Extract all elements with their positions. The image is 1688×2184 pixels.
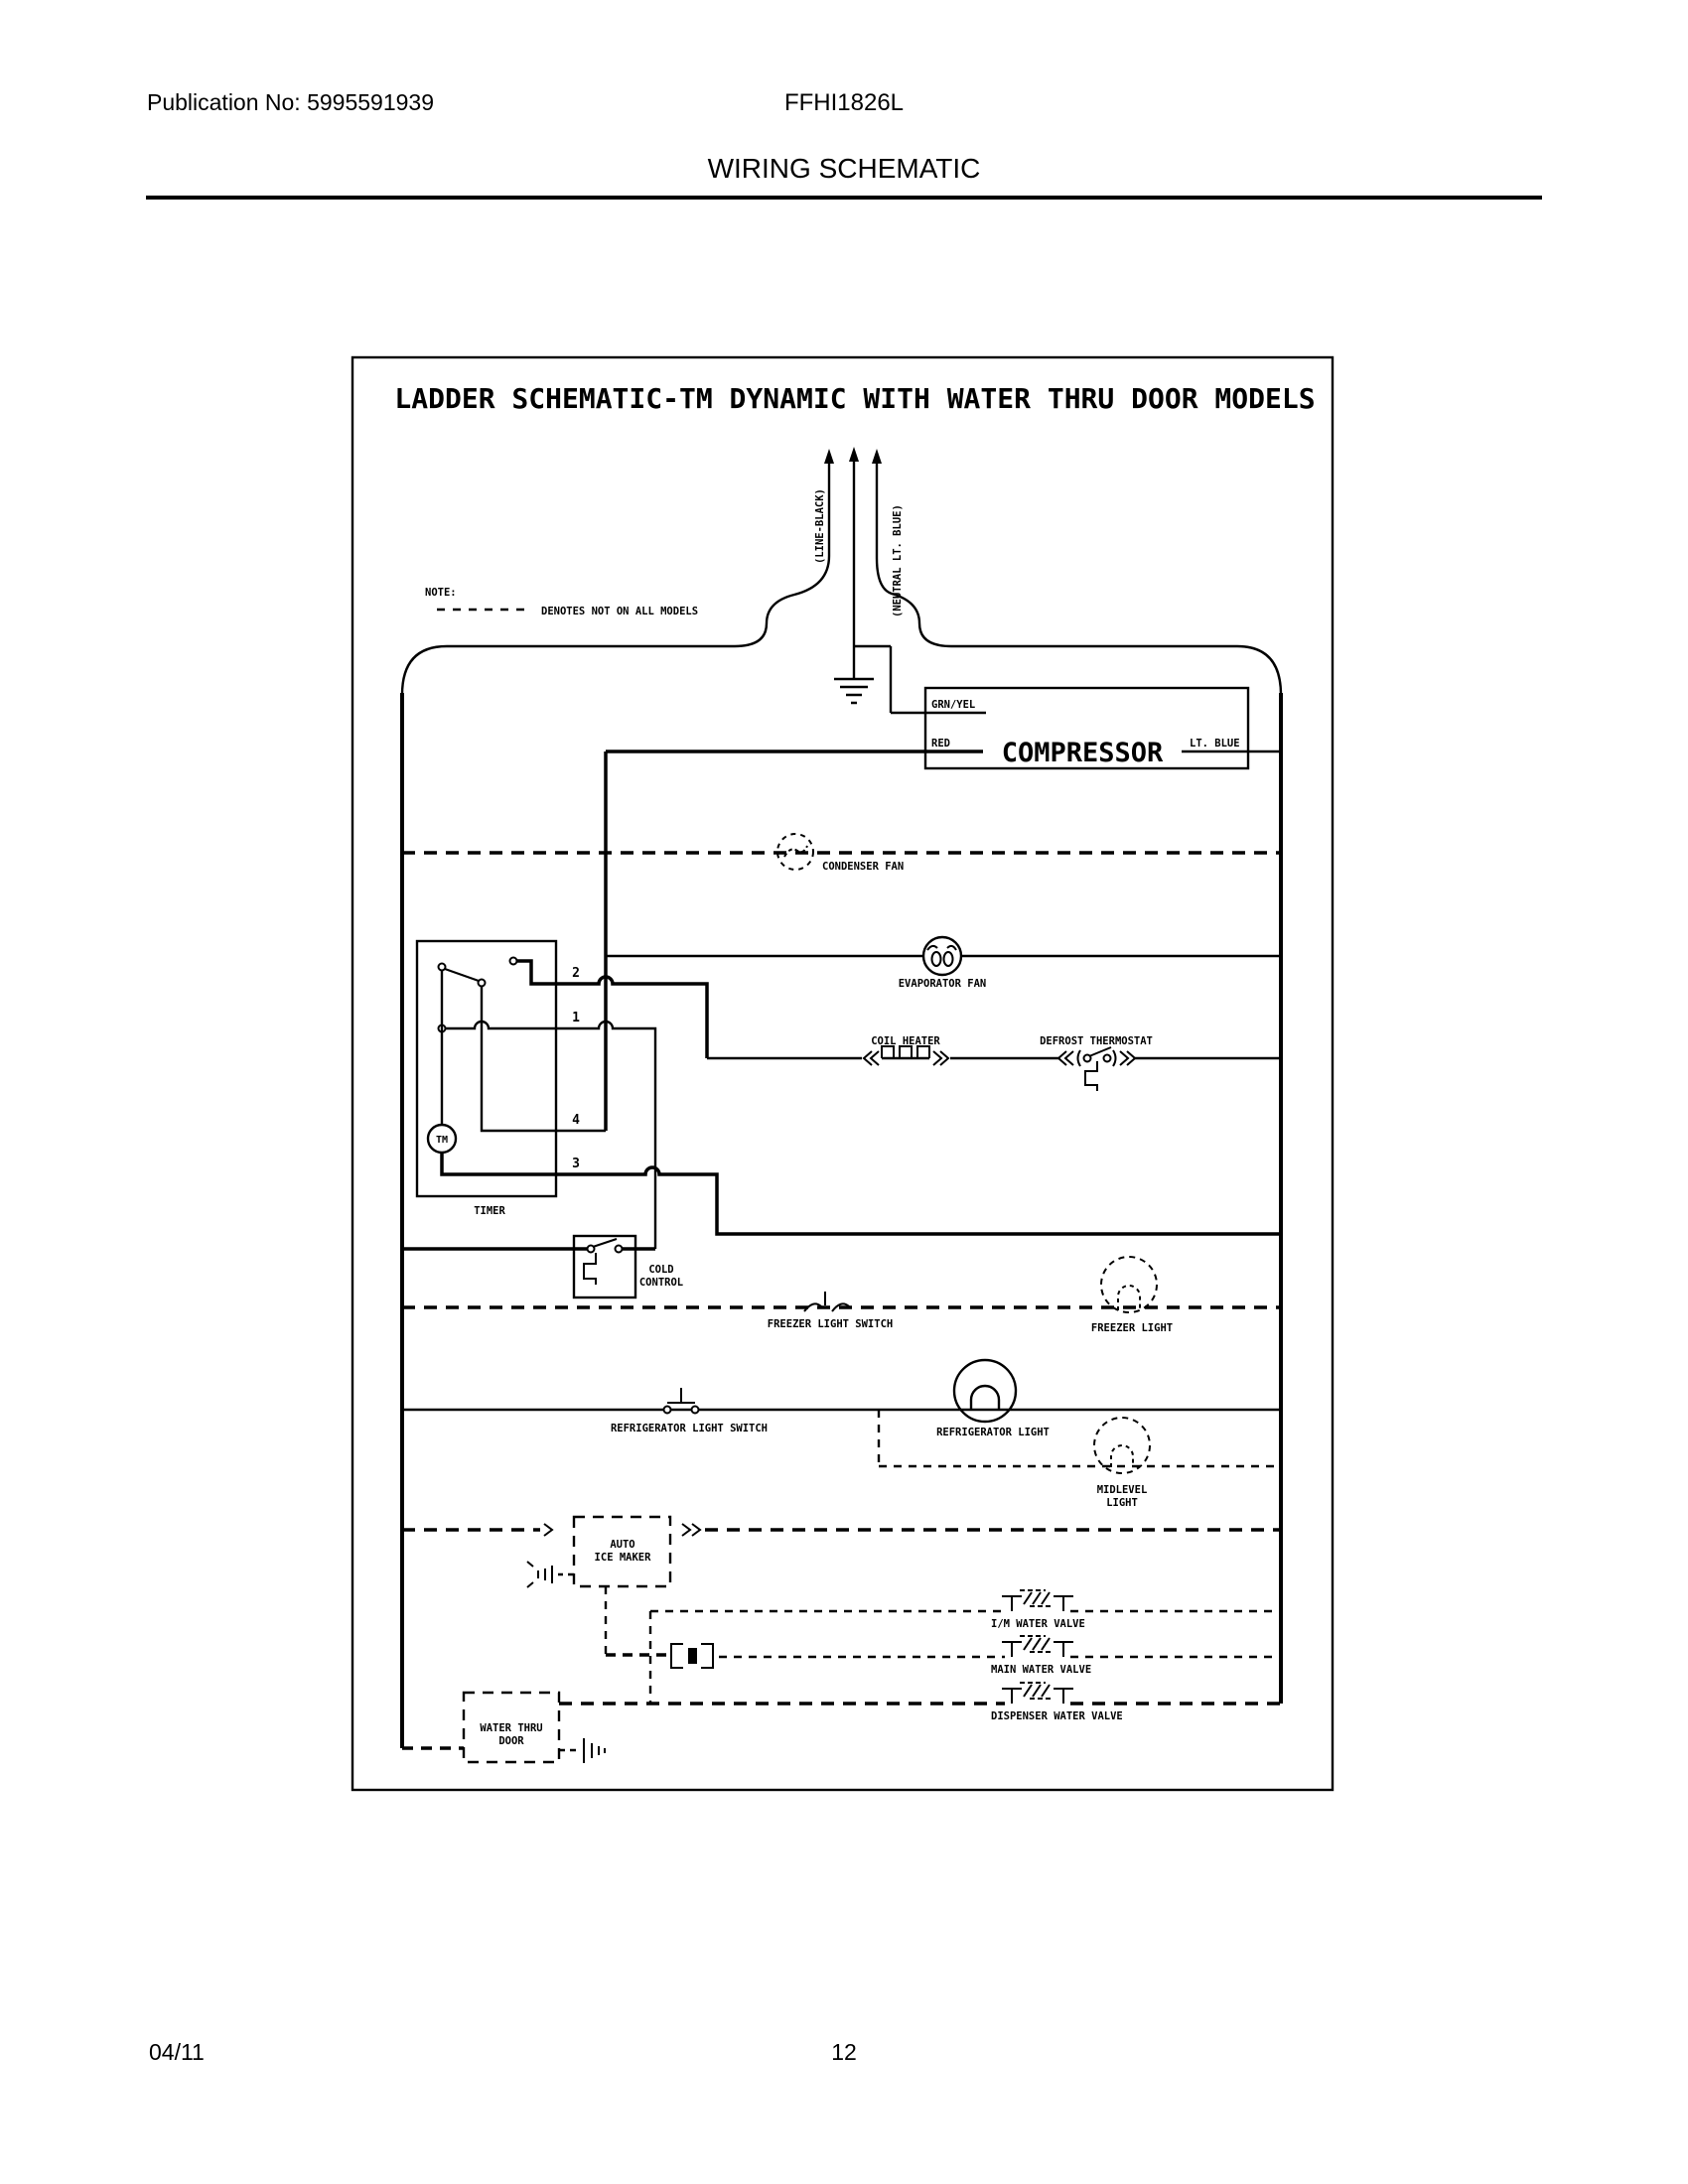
coil-heater-icon <box>882 1046 929 1058</box>
midlevel-light-branch <box>879 1410 1281 1509</box>
water-thru-door <box>402 1693 605 1763</box>
neutral-wire <box>877 461 1281 695</box>
refrigerator-light-icon <box>954 1360 1016 1422</box>
im-water-valve-rung <box>991 1590 1281 1630</box>
timer-switch-blade <box>445 969 479 981</box>
evaporator-fan-label: EVAPORATOR FAN <box>898 978 987 990</box>
timer-terminal-1: 1 <box>572 1011 580 1025</box>
timer-terminal4-wire <box>482 987 606 1131</box>
water-thru-door-label-1: WATER THRU <box>480 1722 543 1734</box>
dispenser-water-valve-solenoid-icon <box>1002 1683 1073 1704</box>
timer-motor-label: TM <box>435 1135 449 1146</box>
compressor-wire-left-label: RED <box>931 738 950 750</box>
ground-wire <box>854 459 986 713</box>
timer-terminal-4: 4 <box>572 1113 580 1128</box>
main-water-valve-rung <box>991 1636 1281 1676</box>
refrigerator-light-label: REFRIGERATOR LIGHT <box>936 1427 1050 1438</box>
refrigerator-light-switch-icon <box>667 1388 695 1403</box>
compressor-wire-right-label: LT. BLUE <box>1190 738 1240 750</box>
compressor-label: COMPRESSOR <box>1001 738 1164 768</box>
line-wire <box>402 461 829 695</box>
midlevel-light-label-1: MIDLEVEL <box>1096 1484 1148 1496</box>
schematic-border <box>352 357 1333 1790</box>
power-plug-icon <box>527 1562 552 1587</box>
coil-heater-label: COIL HEATER <box>871 1035 940 1047</box>
freezer-light-rung <box>402 1257 1281 1334</box>
evaporator-fan-motor-icon <box>923 937 961 975</box>
refrigerator-light-switch-label: REFRIGERATOR LIGHT SWITCH <box>610 1423 769 1434</box>
main-water-valve-solenoid-icon <box>1002 1636 1073 1657</box>
ground-symbol-dashed <box>584 1738 605 1763</box>
note-legend <box>425 587 698 617</box>
defrost-heater-rung <box>707 1035 1281 1091</box>
cold-control-label-1: COLD <box>648 1264 674 1276</box>
power-supply-entry <box>402 447 1281 713</box>
auto-ice-maker <box>402 1517 1281 1655</box>
im-water-valve-label: I/M WATER VALVE <box>991 1618 1085 1630</box>
condenser-fan-label: CONDENSER FAN <box>822 861 905 873</box>
publication-number: Publication No: 5995591939 <box>147 89 435 115</box>
midlevel-light-label-2: LIGHT <box>1106 1497 1138 1509</box>
compressor <box>606 688 1281 768</box>
auto-ice-maker-label-2: ICE MAKER <box>594 1552 651 1564</box>
footer-date: 04/11 <box>149 2039 205 2065</box>
cold-control <box>402 1236 683 1297</box>
timer-terminal-2: 2 <box>572 966 580 981</box>
timer-terminal3-wire <box>442 1153 1281 1234</box>
evaporator-fan-rung <box>606 937 1281 990</box>
compressor-wire-top-label: GRN/YEL <box>931 699 976 711</box>
valve-feed-wiring <box>606 1611 1005 1705</box>
freezer-light-icon <box>1101 1257 1157 1312</box>
connector-icon <box>671 1644 713 1668</box>
refrigerator-light-rung <box>402 1360 1281 1438</box>
line-wire-label: (LINE-BLACK) <box>814 488 826 564</box>
dispenser-water-valve-rung <box>559 1683 1281 1722</box>
condenser-fan-rung <box>402 834 1281 873</box>
freezer-light-label: FREEZER LIGHT <box>1090 1322 1174 1334</box>
defrost-timer <box>417 941 1281 1249</box>
section-title: WIRING SCHEMATIC <box>707 153 981 184</box>
timer-terminal2-wire <box>516 961 707 1058</box>
timer-terminal-3: 3 <box>572 1157 580 1171</box>
freezer-light-switch-label: FREEZER LIGHT SWITCH <box>767 1318 894 1330</box>
cold-control-label-2: CONTROL <box>638 1277 684 1289</box>
note-text: DENOTES NOT ON ALL MODELS <box>541 606 699 617</box>
dispenser-water-valve-label: DISPENSER WATER VALVE <box>991 1710 1123 1722</box>
defrost-thermostat-label: DEFROST THERMOSTAT <box>1040 1035 1153 1047</box>
model-number: FFHI1826L <box>783 89 905 116</box>
main-water-valve-label: MAIN WATER VALVE <box>991 1664 1092 1676</box>
water-thru-door-label-2: DOOR <box>498 1735 524 1747</box>
midlevel-light-icon <box>1094 1418 1150 1473</box>
note-label: NOTE: <box>425 587 457 599</box>
auto-ice-maker-label-1: AUTO <box>610 1539 635 1551</box>
footer-page-number: 12 <box>831 2039 857 2065</box>
ground-symbol <box>834 679 874 703</box>
neutral-wire-label: (NEUTRAL LT. BLUE) <box>892 504 904 617</box>
schematic-title: LADDER SCHEMATIC-TM DYNAMIC WITH WATER THRU DOOR MODELS <box>394 382 1316 415</box>
im-water-valve-solenoid-icon <box>1002 1590 1073 1611</box>
timer-label: TIMER <box>474 1205 505 1217</box>
cold-control-switch-blade <box>593 1239 617 1247</box>
